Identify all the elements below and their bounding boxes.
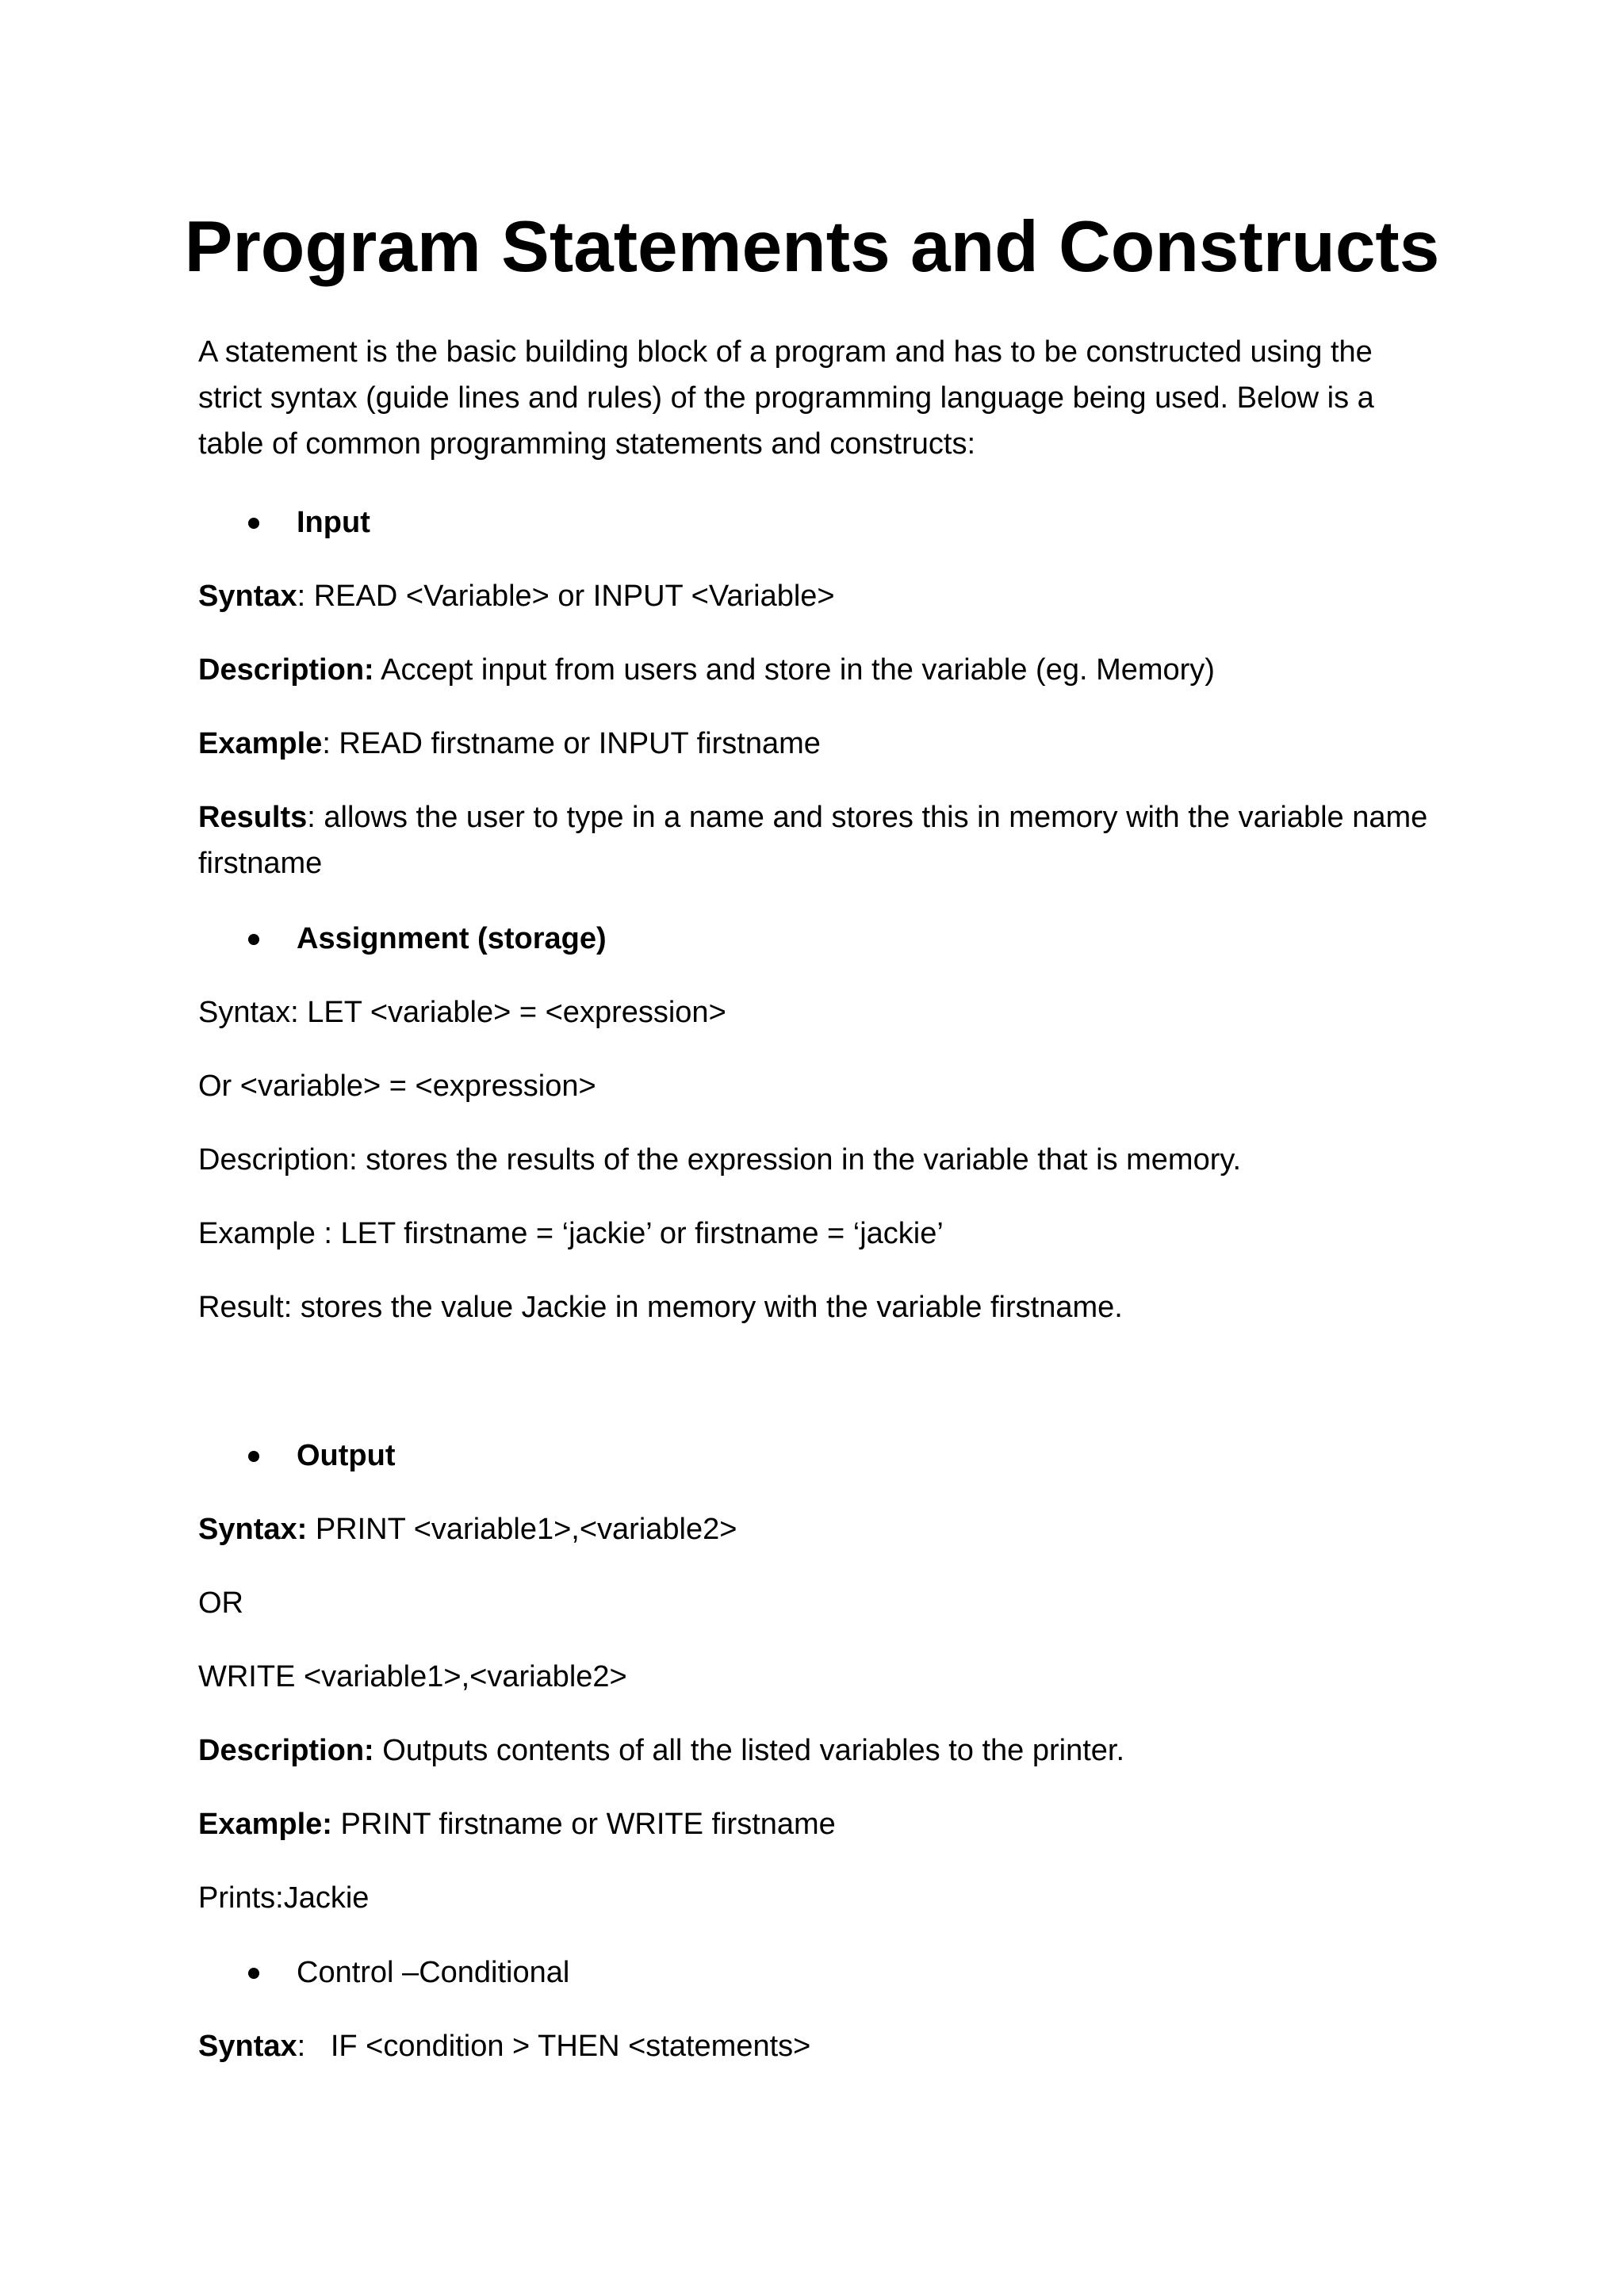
- output-syntax-label: Syntax:: [198, 1513, 308, 1546]
- output-write-line: WRITE <variable1>,<variable2>: [198, 1660, 627, 1693]
- input-example-label: Example: [198, 727, 323, 760]
- intro-line-2: strict syntax (guide lines and rules) of the programming language being used. Below is a: [198, 381, 1374, 415]
- input-description-text: Accept input from users and store in the variable (eg. Memory): [373, 653, 1215, 687]
- section-heading-input: Input: [297, 506, 370, 539]
- intro-line-1: A statement is the basic building block of a program and has to be constructed using the: [198, 335, 1373, 369]
- section-heading-control: Control –Conditional: [297, 1956, 570, 1989]
- input-description: [198, 652, 1215, 688]
- assignment-syntax: Syntax: LET <variable> = <expression>: [198, 996, 726, 1029]
- bullet-assignment: [248, 934, 259, 945]
- control-syntax: [198, 2028, 810, 2064]
- bullet-output: [248, 1451, 259, 1462]
- control-syntax-label: Syntax: [198, 2030, 297, 2063]
- intro-line-3: table of common programming statements and constructs:: [198, 427, 976, 461]
- section-heading-assignment: Assignment (storage): [297, 922, 607, 955]
- output-example-label: Example:: [198, 1808, 332, 1841]
- output-syntax: [198, 1511, 737, 1548]
- input-syntax: [198, 578, 835, 614]
- control-syntax-text: : IF <condition > THEN <statements>: [297, 2030, 811, 2063]
- bullet-control: [248, 1968, 259, 1979]
- section-heading-output: Output: [297, 1439, 396, 1472]
- output-description: [198, 1732, 1124, 1769]
- assignment-or-line: Or <variable> = <expression>: [198, 1070, 596, 1103]
- input-example: [198, 725, 821, 762]
- assignment-result: Result: stores the value Jackie in memory with the variable firstname.: [198, 1291, 1123, 1324]
- output-prints: Prints:Jackie: [198, 1881, 370, 1915]
- input-description-label: Description:: [198, 653, 374, 687]
- output-example: [198, 1806, 836, 1843]
- output-description-label: Description:: [198, 1734, 374, 1767]
- assignment-description: Description: stores the results of the expression in the variable that is memory.: [198, 1143, 1242, 1177]
- input-results-label: Results: [198, 801, 308, 834]
- input-results-text: : allows the user to type in a name and stores this in memory with the variable name: [307, 801, 1428, 834]
- output-description-text: Outputs contents of all the listed variables to the printer.: [373, 1734, 1125, 1767]
- output-example-text: PRINT firstname or WRITE firstname: [331, 1808, 836, 1841]
- input-syntax-label: Syntax: [198, 580, 297, 613]
- input-results: [198, 799, 1427, 836]
- output-or-line: OR: [198, 1586, 243, 1620]
- input-syntax-text: : READ <Variable> or INPUT <Variable>: [297, 580, 835, 613]
- assignment-example: Example : LET firstname = ‘jackie’ or firstname = ‘jackie’: [198, 1217, 944, 1250]
- bullet-input: [248, 518, 259, 529]
- input-results-continued: firstname: [198, 847, 323, 880]
- output-syntax-text: PRINT <variable1>,<variable2>: [307, 1513, 737, 1546]
- page-title: Program Statements and Constructs: [184, 207, 1440, 287]
- input-example-text: : READ firstname or INPUT firstname: [322, 727, 821, 760]
